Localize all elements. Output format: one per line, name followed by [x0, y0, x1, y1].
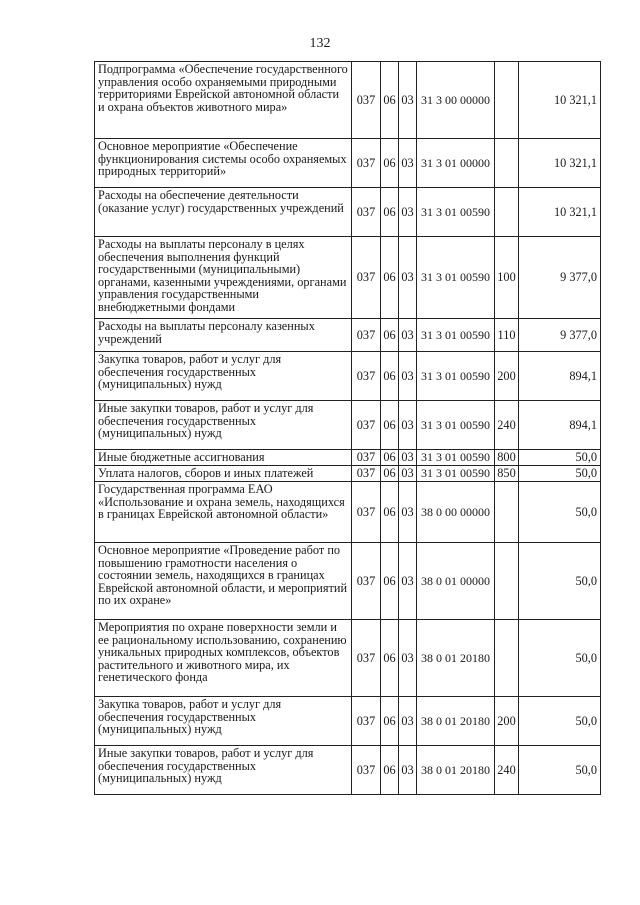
table-row — [95, 401, 601, 450]
subsection-code: 03 — [399, 543, 417, 620]
budget-table — [94, 61, 601, 795]
section-code: 06 — [381, 543, 399, 620]
table-row — [95, 188, 601, 237]
row-name: Основное мероприятие «Проведение работ по повышению грамотности населения о состоянии земель, находящихся в границах Еврейской автономной области, и мероприятий по их охране» — [95, 543, 352, 620]
ministry-code: 037 — [352, 62, 381, 139]
amount: 50,0 — [519, 620, 601, 697]
section-code: 06 — [381, 319, 399, 352]
expense-type-code: 110 — [495, 319, 519, 352]
table-row — [95, 482, 601, 543]
target-article-code: 31 3 01 00590 — [417, 237, 495, 319]
ministry-code: 037 — [352, 620, 381, 697]
ministry-code: 037 — [352, 697, 381, 746]
subsection-code: 03 — [399, 697, 417, 746]
expense-type-code: 240 — [495, 746, 519, 795]
amount: 50,0 — [519, 450, 601, 466]
section-code: 06 — [381, 188, 399, 237]
table-row — [95, 352, 601, 401]
amount: 50,0 — [519, 482, 601, 543]
subsection-code: 03 — [399, 62, 417, 139]
table-row — [95, 746, 601, 795]
ministry-code: 037 — [352, 401, 381, 450]
ministry-code: 037 — [352, 482, 381, 543]
table-row — [95, 620, 601, 697]
subsection-code: 03 — [399, 401, 417, 450]
target-article-code: 31 3 01 00590 — [417, 466, 495, 482]
expense-type-code: 200 — [495, 697, 519, 746]
subsection-code: 03 — [399, 139, 417, 188]
table-row — [95, 62, 601, 139]
row-name: Иные закупки товаров, работ и услуг для обеспечения государственных (муниципальных) нужд — [95, 401, 352, 450]
subsection-code: 03 — [399, 188, 417, 237]
subsection-code: 03 — [399, 746, 417, 795]
amount: 50,0 — [519, 697, 601, 746]
expense-type-code: 200 — [495, 352, 519, 401]
row-name: Уплата налогов, сборов и иных платежей — [95, 466, 352, 482]
target-article-code: 38 0 01 20180 — [417, 620, 495, 697]
ministry-code: 037 — [352, 466, 381, 482]
row-name: Расходы на обеспечение деятельности (оказание услуг) государственных учреждений — [95, 188, 352, 237]
subsection-code: 03 — [399, 319, 417, 352]
section-code: 06 — [381, 746, 399, 795]
expense-type-code — [495, 62, 519, 139]
target-article-code: 31 3 01 00590 — [417, 450, 495, 466]
table-row — [95, 543, 601, 620]
subsection-code: 03 — [399, 450, 417, 466]
target-article-code: 38 0 01 00000 — [417, 543, 495, 620]
target-article-code: 31 3 00 00000 — [417, 62, 495, 139]
budget-table-body — [95, 62, 601, 795]
section-code: 06 — [381, 237, 399, 319]
page-number: 132 — [309, 36, 331, 51]
ministry-code: 037 — [352, 450, 381, 466]
section-code: 06 — [381, 450, 399, 466]
amount: 894,1 — [519, 352, 601, 401]
table-row — [95, 466, 601, 482]
amount: 50,0 — [519, 543, 601, 620]
amount: 9 377,0 — [519, 237, 601, 319]
ministry-code: 037 — [352, 746, 381, 795]
table-row — [95, 319, 601, 352]
subsection-code: 03 — [399, 352, 417, 401]
table-row — [95, 697, 601, 746]
amount: 50,0 — [519, 746, 601, 795]
subsection-code: 03 — [399, 620, 417, 697]
row-name: Расходы на выплаты персоналу в целях обеспечения выполнения функций государственными (муниципальными) органами, казенными учреждениями, органами управления государственными внебюджетными фондами — [95, 237, 352, 319]
row-name: Расходы на выплаты персоналу казенных учреждений — [95, 319, 352, 352]
row-name: Иные закупки товаров, работ и услуг для обеспечения государственных (муниципальных) нужд — [95, 746, 352, 795]
section-code: 06 — [381, 697, 399, 746]
target-article-code: 31 3 01 00590 — [417, 401, 495, 450]
amount: 10 321,1 — [519, 139, 601, 188]
ministry-code: 037 — [352, 237, 381, 319]
ministry-code: 037 — [352, 188, 381, 237]
table-row — [95, 237, 601, 319]
row-name: Мероприятия по охране поверхности земли и ее рациональному использованию, сохранению уникальных природных комплексов, объектов растительного и животного мира, их генетического фонда — [95, 620, 352, 697]
ministry-code: 037 — [352, 139, 381, 188]
section-code: 06 — [381, 466, 399, 482]
target-article-code: 38 0 01 20180 — [417, 697, 495, 746]
row-name: Основное мероприятие «Обеспечение функционирования системы особо охраняемых природных территорий» — [95, 139, 352, 188]
row-name: Закупка товаров, работ и услуг для обеспечения государственных (муниципальных) нужд — [95, 697, 352, 746]
row-name: Подпрограмма «Обеспечение государственного управления особо охраняемыми природными территориями Еврейской автономной области и охрана объектов животного мира» — [95, 62, 352, 139]
amount: 10 321,1 — [519, 188, 601, 237]
amount: 9 377,0 — [519, 319, 601, 352]
target-article-code: 31 3 01 00590 — [417, 352, 495, 401]
expense-type-code: 240 — [495, 401, 519, 450]
subsection-code: 03 — [399, 237, 417, 319]
row-name: Иные бюджетные ассигнования — [95, 450, 352, 466]
subsection-code: 03 — [399, 482, 417, 543]
ministry-code: 037 — [352, 352, 381, 401]
expense-type-code — [495, 620, 519, 697]
section-code: 06 — [381, 352, 399, 401]
target-article-code: 31 3 01 00590 — [417, 319, 495, 352]
target-article-code: 38 0 01 20180 — [417, 746, 495, 795]
section-code: 06 — [381, 139, 399, 188]
row-name: Закупка товаров, работ и услуг для обеспечения государственных (муниципальных) нужд — [95, 352, 352, 401]
row-name: Государственная программа ЕАО «Использование и охрана земель, находящихся в границах Еврейской автономной области» — [95, 482, 352, 543]
table-row — [95, 139, 601, 188]
section-code: 06 — [381, 620, 399, 697]
target-article-code: 31 3 01 00590 — [417, 188, 495, 237]
expense-type-code: 800 — [495, 450, 519, 466]
target-article-code: 31 3 01 00000 — [417, 139, 495, 188]
expense-type-code — [495, 188, 519, 237]
section-code: 06 — [381, 62, 399, 139]
expense-type-code — [495, 139, 519, 188]
expense-type-code — [495, 543, 519, 620]
expense-type-code: 100 — [495, 237, 519, 319]
expense-type-code — [495, 482, 519, 543]
expense-type-code: 850 — [495, 466, 519, 482]
section-code: 06 — [381, 401, 399, 450]
subsection-code: 03 — [399, 466, 417, 482]
amount: 50,0 — [519, 466, 601, 482]
ministry-code: 037 — [352, 319, 381, 352]
target-article-code: 38 0 00 00000 — [417, 482, 495, 543]
table-row — [95, 450, 601, 466]
section-code: 06 — [381, 482, 399, 543]
ministry-code: 037 — [352, 543, 381, 620]
amount: 894,1 — [519, 401, 601, 450]
amount: 10 321,1 — [519, 62, 601, 139]
